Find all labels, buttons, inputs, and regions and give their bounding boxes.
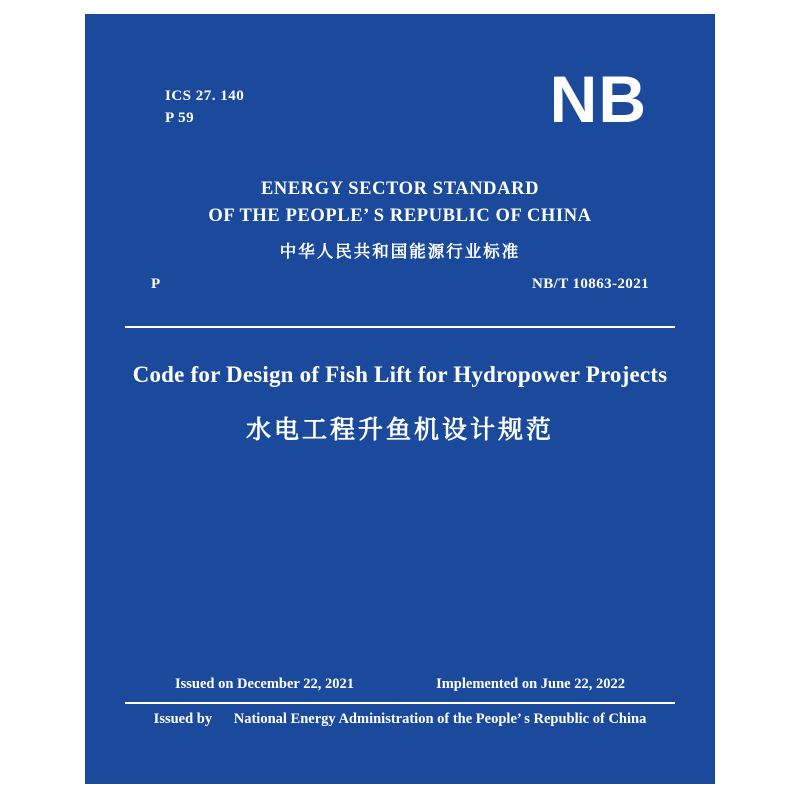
category-letter: P — [151, 276, 161, 292]
divider-bottom — [125, 702, 675, 704]
standard-id-row — [85, 276, 715, 293]
implemented-date: Implemented on June 22, 2022 — [436, 676, 625, 692]
classification-codes — [165, 86, 244, 130]
ics-code: ICS 27. 140 — [165, 88, 245, 104]
standard-number: NB/T 10863-2021 — [532, 276, 649, 292]
issued-by-organization: National Energy Administration of the People’ s Republic of China — [233, 711, 647, 727]
org-name-en-line1: ENERGY SECTOR STANDARD — [260, 179, 540, 199]
org-name-en-line2: OF THE PEOPLE’ S REPUBLIC OF CHINA — [208, 205, 592, 226]
divider-top — [125, 326, 675, 328]
date-row — [85, 676, 715, 693]
issuing-organization — [85, 176, 715, 262]
issued-by-label: Issued by — [153, 711, 213, 727]
standard-title — [85, 362, 715, 446]
standard-cover — [85, 14, 715, 784]
org-name-cn: 中华人民共和国能源行业标准 — [279, 241, 521, 261]
title-chinese: 水电工程升鱼机设计规范 — [245, 415, 554, 444]
class-code: P 59 — [165, 109, 195, 126]
issued-by-row — [85, 711, 715, 728]
title-english: Code for Design of Fish Lift for Hydropower Projects — [132, 362, 668, 387]
issued-date: Issued on December 22, 2021 — [175, 676, 354, 692]
nb-logo: NB — [549, 62, 647, 136]
